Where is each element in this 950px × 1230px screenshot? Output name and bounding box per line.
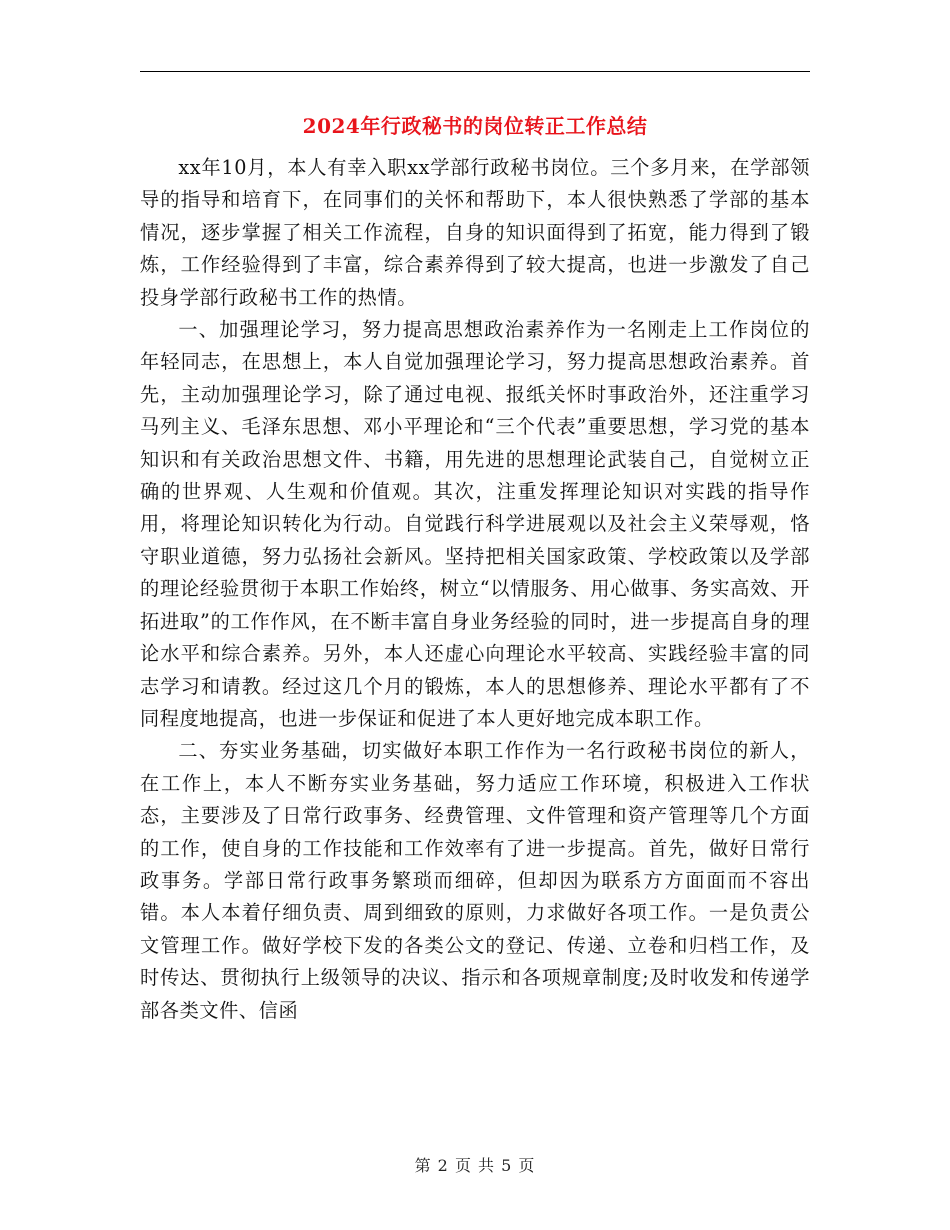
paragraph-theory-study: 一、加强理论学习，努力提高思想政治素养作为一名刚走上工作岗位的年轻同志，在思想上，本人自觉加强理论学习，努力提高思想政治素养。首先，主动加强理论学习，除了通过电视、报纸关怀时事政治外，还注重学习马列主义、毛泽东思想、邓小平理论和“三个代表”重要思想，学习党的基本知识和有关政治思想文件、书籍，用先进的思想理论武装自己，自觉树立正确的世界观、人生观和价值观。其次，注重发挥理论知识对实践的指导作用，将理论知识转化为行动。自觉践行科学进展观以及社会主义荣辱观，恪守职业道德，努力弘扬社会新风。坚持把相关国家政策、学校政策以及学部的理论经验贯彻于本职工作始终，树立“以情服务、用心做事、务实高效、开拓进取”的工作作风，在不断丰富自身业务经验的同时，进一步提高自身的理论水平和综合素养。另外，本人还虚心向理论水平较高、实践经验丰富的同志学习和请教。经过这几个月的锻炼，本人的思想修养、理论水平都有了不同程度地提高，也进一步保证和促进了本人更好地完成本职工作。 <box>140 318 810 730</box>
page-number-footer: 第 2 页 共 5 页 <box>414 1156 536 1175</box>
document-title: 2024年行政秘书的岗位转正工作总结 <box>302 114 648 138</box>
paragraph-work-foundation: 二、夯实业务基础，切实做好本职工作作为一名行政秘书岗位的新人，在工作上，本人不断夯实业务基础，努力适应工作环境，积极进入工作状态，主要涉及了日常行政事务、经费管理、文件管理和资产管理等几个方面的工作，使自身的工作技能和工作效率有了进一步提高。首先，做好日常行政事务。学部日常行政事务繁琐而细碎，但却因为联系方方面面而不容出错。本人本着仔细负责、周到细致的原则，力求做好各项工作。一是负责公文管理工作。做好学校下发的各类公文的登记、传递、立卷和归档工作，及时传达、贯彻执行上级领导的决议、指示和各项规章制度;及时收发和传递学部各类文件、信函 <box>140 739 810 1022</box>
header-rule <box>140 71 810 72</box>
document-body <box>140 152 810 1027</box>
paragraph-intro: xx年10月，本人有幸入职xx学部行政秘书岗位。三个多月来，在学部领导的指导和培育下，在同事们的关怀和帮助下，本人很快熟悉了学部的基本情况，逐步掌握了相关工作流程，自身的知识面得到了拓宽，能力得到了锻炼，工作经验得到了丰富，综合素养得到了较大提高，也进一步激发了自己投身学部行政秘书工作的热情。 <box>140 156 810 309</box>
